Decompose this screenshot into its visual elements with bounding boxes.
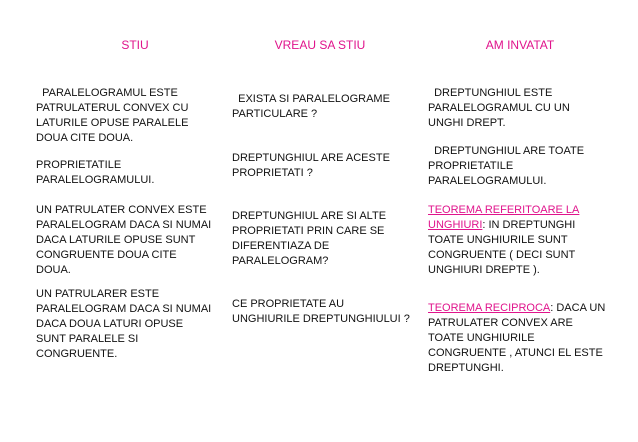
vreau-question-differences: DREPTUNGHIUL ARE SI ALTE PROPRIETATI PRIN CARE SE DIFERENTIAZA DE PARALELOGRAM? (232, 210, 387, 267)
am-invatat-definition: DREPTUNGHIUL ESTE PARALELOGRAMUL CU UN UNGHI DREPT. (428, 87, 570, 129)
stiu-definition: PARALELOGRAMUL ESTE PATRULATERUL CONVEX CU LATURILE OPUSE PARALELE DOUA CITE DOUA. (36, 87, 189, 144)
am-invatat-reciprocal-theorem (428, 301, 605, 376)
vreau-question-properties: DREPTUNGHIUL ARE ACESTE PROPRIETATI ? (232, 152, 390, 179)
reciprocal-theorem-text: PATRULATER CONVEX ARE TOATE UNGHIURILE CONGRUENTE , ATUNCI EL ESTE DREPTUNGHI. (428, 317, 603, 374)
am-invatat-properties: DREPTUNGHIUL ARE TOATE PROPRIETATILE PARALELOGRAMULUI. (428, 145, 585, 187)
theorem-angles-link[interactable]: TEOREMA REFERITOARE LA (428, 204, 580, 216)
theorem-angles-link-cont[interactable]: UNGHIURI (428, 219, 483, 231)
stiu-criterion-parallel: UN PATRULARER ESTE PARALELOGRAM DACA SI NUMAI DACA DOUA LATURI OPUSE SUNT PARALELE SI CONGRUENTE. (36, 288, 212, 360)
header-am-invatat: AM INVATAT (485, 38, 555, 52)
theorem-angles-text: TOATE UNGHIURILE SUNT CONGRUENTE ( DECI SUNT UNGHIURI DREPTE ). (428, 234, 576, 276)
vreau-question-angles: CE PROPRIETATE AU UNGHIURILE DREPTUNGHIULUI ? (232, 298, 410, 325)
stiu-properties: PROPRIETATILE PARALELOGRAMULUI. (36, 159, 155, 186)
reciprocal-theorem-text-start: : DACA UN (550, 302, 606, 314)
header-vreau-sa-stiu: VREAU SA STIU (274, 38, 366, 52)
header-stiu: STIU (121, 38, 149, 52)
reciprocal-theorem-link[interactable]: TEOREMA RECIPROCA (428, 302, 551, 314)
vreau-question-particular: EXISTA SI PARALELOGRAME PARTICULARE ? (232, 93, 390, 120)
stiu-criterion-sides: UN PATRULATER CONVEX ESTE PARALELOGRAM DACA SI NUMAI DACA LATURILE OPUSE SUNT CONGRUENTE DOUA CITE DOUA. (36, 204, 212, 276)
am-invatat-theorem-angles (428, 203, 579, 278)
theorem-angles-text-start: : IN DREPTUNGHI (482, 219, 576, 231)
